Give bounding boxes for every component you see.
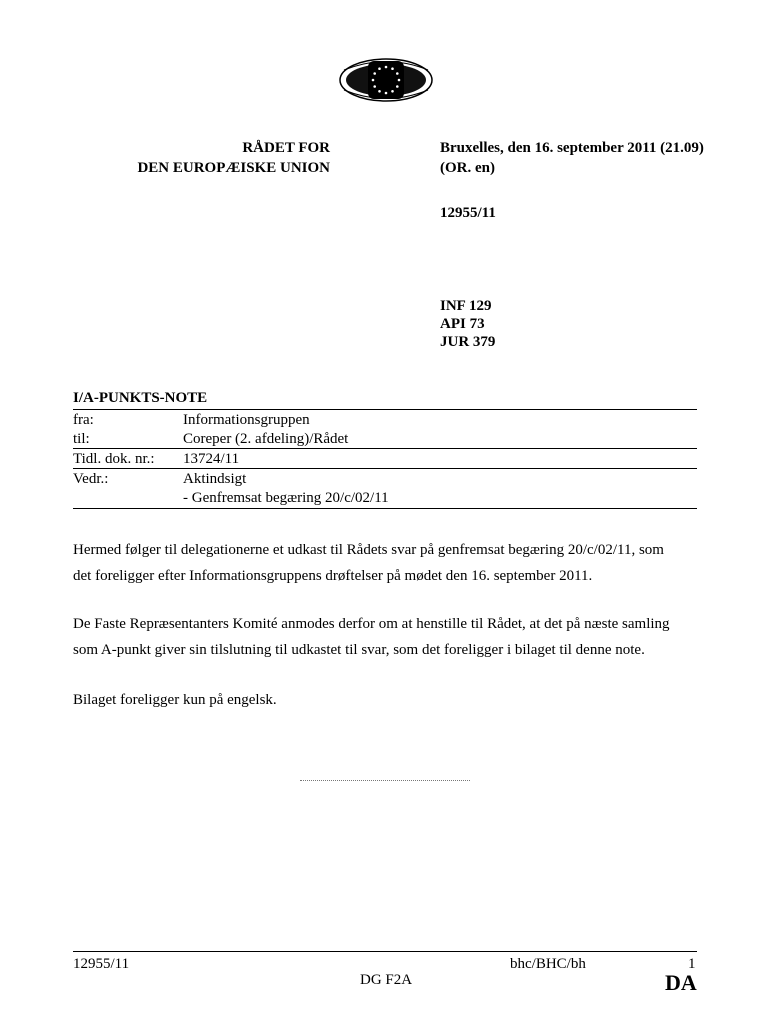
footer-page-number: 1 xyxy=(688,956,696,972)
meta-label-to: til: xyxy=(73,431,90,447)
date-block xyxy=(440,138,704,178)
footer-language: DA xyxy=(665,970,697,995)
divider xyxy=(73,508,697,509)
meta-value-prev-doc: 13724/11 xyxy=(183,451,240,467)
footer-doc-number: 12955/11 xyxy=(73,956,130,972)
paragraph-3: Bilaget foreligger kun på engelsk. xyxy=(73,692,277,708)
original-language: (OR. en) xyxy=(440,160,495,176)
council-name-line2: DEN EUROPÆISKE UNION xyxy=(137,160,330,176)
meta-value-from: Informationsgruppen xyxy=(183,412,310,428)
council-name xyxy=(120,138,330,178)
classification-codes xyxy=(440,297,495,351)
meta-value-subject-detail: - Genfremsat begæring 20/c/02/11 xyxy=(183,490,389,506)
divider xyxy=(73,448,697,449)
paragraph-line: Hermed følger til delegationerne et udkast til Rådets svar på genfremsat begæring 20/c/02/11, som xyxy=(73,542,664,558)
meta-value-to: Coreper (2. afdeling)/Rådet xyxy=(183,431,349,447)
divider xyxy=(73,468,697,469)
paragraph-line: De Faste Repræsentanters Komité anmodes derfor om at henstille til Rådet, at det på næste samling xyxy=(73,616,670,632)
divider xyxy=(73,409,697,410)
meta-value-subject: Aktindsigt xyxy=(183,471,247,487)
meta-label-prev-doc: Tidl. dok. nr.: xyxy=(73,451,155,467)
paragraph-1 xyxy=(73,537,703,589)
dotted-separator xyxy=(300,780,470,781)
eu-council-logo-icon xyxy=(338,55,434,105)
code-item: INF 129 xyxy=(440,298,492,314)
meta-label-subject: Vedr.: xyxy=(73,471,109,487)
code-item: JUR 379 xyxy=(440,334,496,350)
paragraph-2 xyxy=(73,611,703,663)
paragraph-line: som A-punkt giver sin tilslutning til udkastet til svar, som det foreligger i bilaget til denne note. xyxy=(73,642,645,658)
council-name-line1: RÅDET FOR xyxy=(242,140,330,156)
paragraph-line: det foreligger efter Informationsgruppens drøftelser på mødet den 16. september 2011. xyxy=(73,568,593,584)
date-line: Bruxelles, den 16. september 2011 (21.09) xyxy=(440,140,704,156)
meta-label-from: fra: xyxy=(73,412,94,428)
code-item: API 73 xyxy=(440,316,485,332)
document-number: 12955/11 xyxy=(440,205,496,221)
footer-initials: bhc/BHC/bh xyxy=(510,956,586,972)
note-title: I/A-PUNKTS-NOTE xyxy=(73,390,208,406)
footer-divider xyxy=(73,951,697,952)
footer-dg: DG F2A xyxy=(360,972,413,988)
